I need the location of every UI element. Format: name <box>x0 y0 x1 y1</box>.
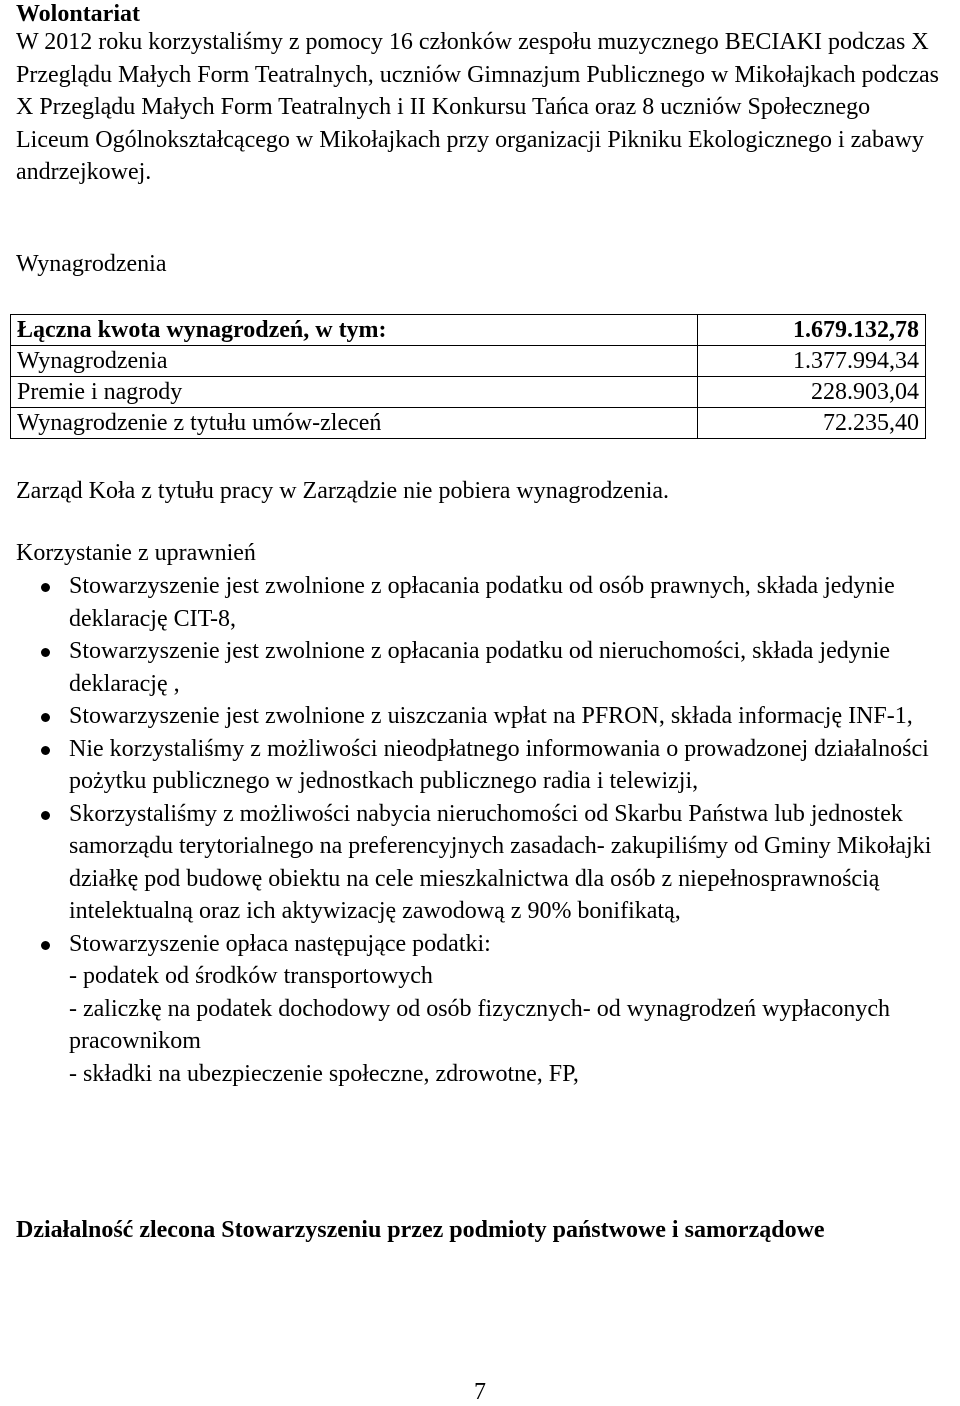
list-item-text: Stowarzyszenie jest zwolnione z opłacania podatku od osób prawnych, składa jedynie deklarację CIT-8, <box>69 573 895 632</box>
row-label: Wynagrodzenia <box>11 346 698 377</box>
row-label: Premie i nagrody <box>11 377 698 408</box>
row-value: 1.679.132,78 <box>698 315 926 346</box>
list-item <box>16 635 946 700</box>
table-row <box>11 408 926 439</box>
list-item <box>16 928 946 1091</box>
bullet-icon <box>41 746 50 755</box>
tax-subitem: - podatek od środków transportowych <box>69 963 433 989</box>
bullet-icon <box>41 811 50 820</box>
bullet-icon <box>41 941 50 950</box>
list-item <box>16 733 946 798</box>
list-item-text: Stowarzyszenie jest zwolnione z opłacania podatku od nieruchomości, składa jedynie deklarację , <box>69 638 891 697</box>
salaries-table <box>10 314 926 439</box>
privileges-heading: Korzystanie z uprawnień <box>16 540 256 566</box>
row-value: 72.235,40 <box>698 408 926 439</box>
list-item-text: Stowarzyszenie opłaca następujące podatki: <box>69 930 491 957</box>
list-item <box>16 700 946 733</box>
commissioned-heading: Działalność zlecona Stowarzyszeniu przez podmioty państwowe i samorządowe <box>16 1217 825 1243</box>
table-row <box>11 315 926 346</box>
list-item-text: Nie korzystaliśmy z możliwości nieodpłatnego informowania o prowadzonej działalności pożytku publicznego w jednostkach publicznego radia i telewizji, <box>69 735 929 794</box>
row-label: Wynagrodzenie z tytułu umów-zleceń <box>11 408 698 439</box>
bullet-icon <box>41 648 50 657</box>
list-item-text: Skorzystaliśmy z możliwości nabycia nieruchomości od Skarbu Państwa lub jednostek samorządu terytorialnego na preferencyjnych zasadach- zakupiliśmy od Gminy Mikołajki działkę pod budowę obiektu na cele mieszkalnictwa dla osób z niepełnosprawnością intelektualną oraz ich aktywizację zawodową z 90% bonifikatą, <box>69 800 932 924</box>
privileges-list <box>16 570 946 1090</box>
list-item <box>16 798 946 928</box>
page-number: 7 <box>474 1379 486 1405</box>
row-value: 1.377.994,34 <box>698 346 926 377</box>
bullet-icon <box>41 583 50 592</box>
tax-subitem: - składki na ubezpieczenie społeczne, zdrowotne, FP, <box>69 1060 579 1087</box>
volunteering-paragraph: W 2012 roku korzystaliśmy z pomocy 16 członków zespołu muzycznego BECIAKI podczas X Przeglądu Małych Form Teatralnych, uczniów Gimnazjum Publicznego w Mikołajkach podczas X Przeglądu Małych Form Teatralnych i II Konkursu Tańca oraz 8 uczniów Społecznego Liceum Ogólnokształcącego w Mikołajkach przy organizacji Pikniku Ekologicznego i zabawy andrzejkowej. <box>16 29 939 185</box>
salaries-heading: Wynagrodzenia <box>16 251 167 277</box>
table-row <box>11 377 926 408</box>
bullet-icon <box>41 713 50 722</box>
list-item <box>16 570 946 635</box>
list-item-text: Stowarzyszenie jest zwolnione z uiszczania wpłat na PFRON, składa informację INF-1, <box>69 703 913 729</box>
table-row <box>11 346 926 377</box>
row-label: Łączna kwota wynagrodzeń, w tym: <box>11 315 698 346</box>
row-value: 228.903,04 <box>698 377 926 408</box>
salaries-note: Zarząd Koła z tytułu pracy w Zarządzie nie pobiera wynagrodzenia. <box>16 478 670 504</box>
volunteering-heading: Wolontariat <box>16 1 140 27</box>
tax-subitem: - zaliczkę na podatek dochodowy od osób fizycznych- od wynagrodzeń wypłaconych pracownikom <box>69 995 891 1054</box>
